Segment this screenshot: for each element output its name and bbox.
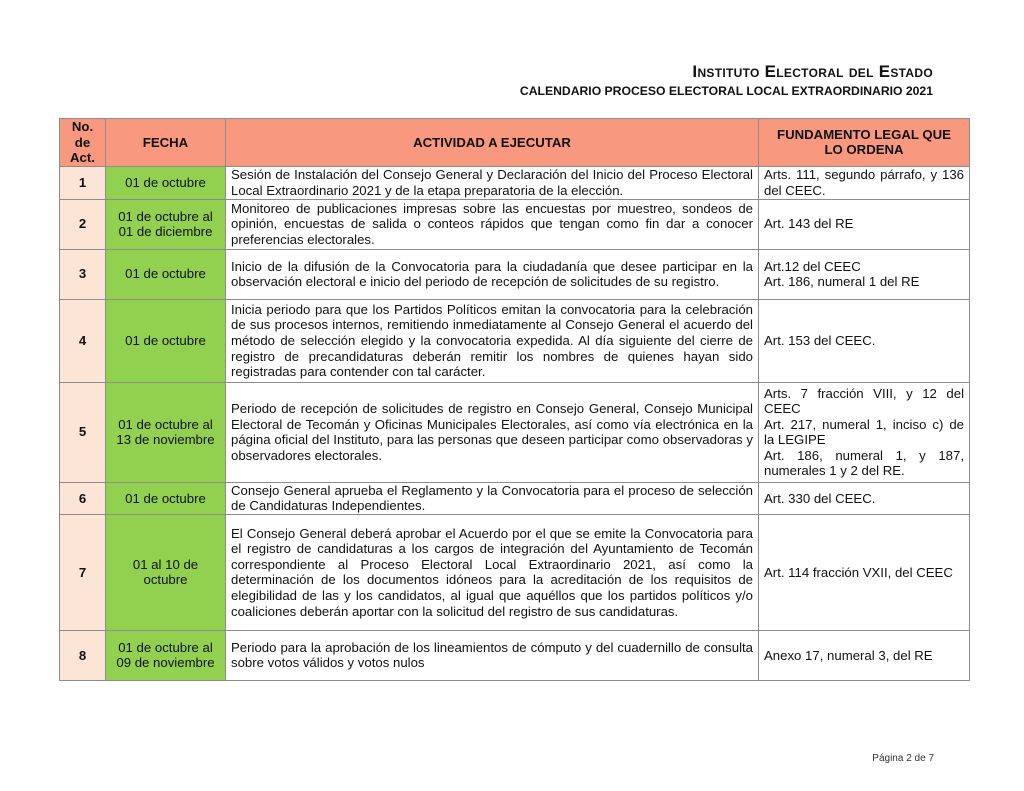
table-row bbox=[60, 249, 970, 299]
legal-basis-line: Art. 153 del CEEC. bbox=[764, 332, 876, 348]
activity-date: 01 de octubre al 01 de diciembre bbox=[106, 199, 226, 249]
activity-description: El Consejo General deberá aprobar el Acuerdo por el que se emite la Convocatoria para el registro de candidaturas a los cargos de integración del Ayuntamiento de Tecomán correspondiente al Proceso Electoral Local Extraordinario 2021, así como la determinación de los documentos idóneos para la acreditación de los requisitos de elegibilidad de las y los candidatos, al igual que aquéllos que los partidos políticos y/o coaliciones deberán aportar con la solicitud del registro de sus candidaturas. bbox=[226, 514, 759, 630]
table-row bbox=[60, 166, 970, 199]
table-row bbox=[60, 482, 970, 514]
legal-basis bbox=[759, 199, 970, 249]
activity-number: 5 bbox=[60, 382, 106, 482]
table-row bbox=[60, 299, 970, 382]
legal-basis-line: Art. 186, numeral 1, y 187, numerales 1 y 2 del RE. bbox=[764, 447, 964, 479]
activity-description: Consejo General aprueba el Reglamento y la Convocatoria para el proceso de selección de Candidaturas Independientes. bbox=[226, 482, 759, 514]
legal-basis bbox=[759, 299, 970, 382]
legal-basis-line: Anexo 17, numeral 3, del RE bbox=[764, 647, 933, 663]
activity-date: 01 de octubre al 13 de noviembre bbox=[106, 382, 226, 482]
legal-basis-line: Art. 186, numeral 1 del RE bbox=[764, 274, 920, 290]
legal-basis bbox=[759, 382, 970, 482]
legal-basis bbox=[759, 514, 970, 630]
activity-date: 01 de octubre bbox=[106, 166, 226, 199]
table-row bbox=[60, 514, 970, 630]
legal-basis-line: Art. 217, numeral 1, inciso c) de la LEGIPE bbox=[764, 416, 964, 448]
activity-description: Monitoreo de publicaciones impresas sobre las encuestas por muestreo, sondeos de opinión, encuestas de salida o conteos rápidos que tengan como fin dar a conocer preferencias electorales. bbox=[226, 199, 759, 249]
activity-description: Periodo de recepción de solicitudes de registro en Consejo General, Consejo Municipal Electoral de Tecomán y Oficinas Municipales Electorales, así como vía electrónica en la página oficial del Instituto, para las personas que deseen participar como observadoras y observadores electorales. bbox=[226, 382, 759, 482]
legal-basis bbox=[759, 249, 970, 299]
activity-description: Inicia periodo para que los Partidos Políticos emitan la convocatoria para la celebración de sus procesos internos, remitiendo inmediatamente al Consejo General el acuerdo del método de selección elegido y la convocatoria expedida. Al día siguiente del cierre de registro de precandidaturas deberán remitir los nombres de quienes hayan sido registradas para contender con tal carácter. bbox=[226, 299, 759, 382]
activity-number: 6 bbox=[60, 482, 106, 514]
activity-date: 01 al 10 de octubre bbox=[106, 514, 226, 630]
calendar-subtitle: CALENDARIO PROCESO ELECTORAL LOCAL EXTRAORDINARIO 2021 bbox=[519, 84, 933, 98]
table-row bbox=[60, 382, 970, 482]
legal-basis-line: Art.12 del CEEC bbox=[764, 258, 861, 274]
page-number: Página 2 de 7 bbox=[872, 753, 934, 764]
legal-basis-line: Arts. 7 fracción VIII, y 12 del CEEC bbox=[764, 385, 964, 417]
legal-basis bbox=[759, 482, 970, 514]
legal-basis-line: Art. 330 del CEEC. bbox=[764, 490, 876, 506]
activity-number: 2 bbox=[60, 199, 106, 249]
activity-description: Sesión de Instalación del Consejo General y Declaración del Inicio del Proceso Electoral Local Extraordinario 2021 y de la etapa preparatoria de la elección. bbox=[226, 166, 759, 199]
table-row bbox=[60, 199, 970, 249]
column-header-actividad: ACTIVIDAD A EJECUTAR bbox=[226, 119, 759, 167]
activity-description: Inicio de la difusión de la Convocatoria para la ciudadanía que desee participar en la observación electoral e inicio del periodo de recepción de solicitudes de su registro. bbox=[226, 249, 759, 299]
activity-number: 1 bbox=[60, 166, 106, 199]
activity-date: 01 de octubre bbox=[106, 249, 226, 299]
legal-basis-line: Art. 143 del RE bbox=[764, 216, 854, 232]
activity-number: 3 bbox=[60, 249, 106, 299]
activity-number: 4 bbox=[60, 299, 106, 382]
activity-number: 7 bbox=[60, 514, 106, 630]
legal-basis bbox=[759, 166, 970, 199]
legal-basis-line: Arts. 111, segundo párrafo, y 136 del CEEC. bbox=[764, 167, 964, 198]
activity-description: Periodo para la aprobación de los lineamientos de cómputo y del cuadernillo de consulta sobre votos válidos y votos nulos bbox=[226, 630, 759, 680]
activity-date: 01 de octubre bbox=[106, 482, 226, 514]
column-header-fundamento: FUNDAMENTO LEGAL QUE LO ORDENA bbox=[759, 119, 970, 167]
activity-date: 01 de octubre bbox=[106, 299, 226, 382]
legal-basis bbox=[759, 630, 970, 680]
column-header-no: No. de Act. bbox=[60, 119, 106, 167]
activity-date: 01 de octubre al 09 de noviembre bbox=[106, 630, 226, 680]
calendar-table bbox=[59, 118, 970, 681]
legal-basis-line: Art. 114 fracción VXII, del CEEC bbox=[764, 564, 953, 580]
column-header-fecha: FECHA bbox=[106, 119, 226, 167]
activity-number: 8 bbox=[60, 630, 106, 680]
table-row bbox=[60, 630, 970, 680]
table-header-row bbox=[60, 119, 970, 167]
institution-title: Instituto Electoral del Estado bbox=[692, 62, 933, 81]
